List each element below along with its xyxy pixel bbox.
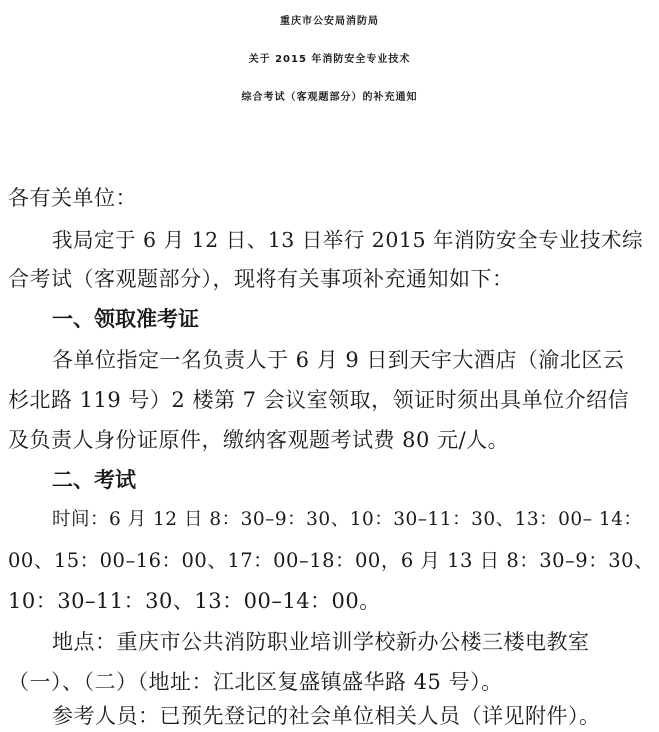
section-1-heading: 一、领取准考证 <box>52 307 199 331</box>
exam-time-line-1: 时间：6 月 12 日 8：30–9：30、10：30–11：30、13：00– 14： <box>52 509 643 530</box>
intro-line-1: 我局定于 6 月 12 日、13 日举行 2015 年消防安全专业技术综 <box>52 228 643 252</box>
section-1-line-3: 及负责人身份证原件，缴纳客观题考试费 80 元/人。 <box>8 428 510 452</box>
title-line-3: 综合考试（客观题部分）的补充通知 <box>241 92 418 103</box>
section-2-heading: 二、考试 <box>52 468 136 492</box>
section-1-line-1: 各单位指定一名负责人于 6 月 9 日到天宇大酒店（渝北区云 <box>52 348 625 372</box>
section-1-line-2: 杉北路 119 号）2 楼第 7 会议室领取，领证时须出具单位介绍信 <box>8 388 630 412</box>
salutation: 各有关单位： <box>8 186 137 210</box>
exam-location-line-1: 地点：重庆市公共消防职业培训学校新办公楼三楼电教室 <box>52 630 590 654</box>
exam-time-line-2: 00、15：00–16：00、17：00–18：00，6 月 13 日 8：30–9：30、 <box>8 549 655 572</box>
title-line-2: 关于 2015 年消防安全专业技术 <box>248 54 411 65</box>
intro-line-2: 合考试（客观题部分），现将有关事项补充通知如下： <box>8 267 514 291</box>
exam-participants: 参考人员：已预先登记的社会单位相关人员（详见附件）。 <box>52 704 601 728</box>
exam-time-line-3: 10：30–11：30、13：00–14：00。 <box>8 589 381 613</box>
title-line-1: 重庆市公安局消防局 <box>280 16 379 27</box>
exam-location-line-2: （一）、（二）（地址：江北区复盛镇盛华路 45 号）。 <box>8 670 503 694</box>
